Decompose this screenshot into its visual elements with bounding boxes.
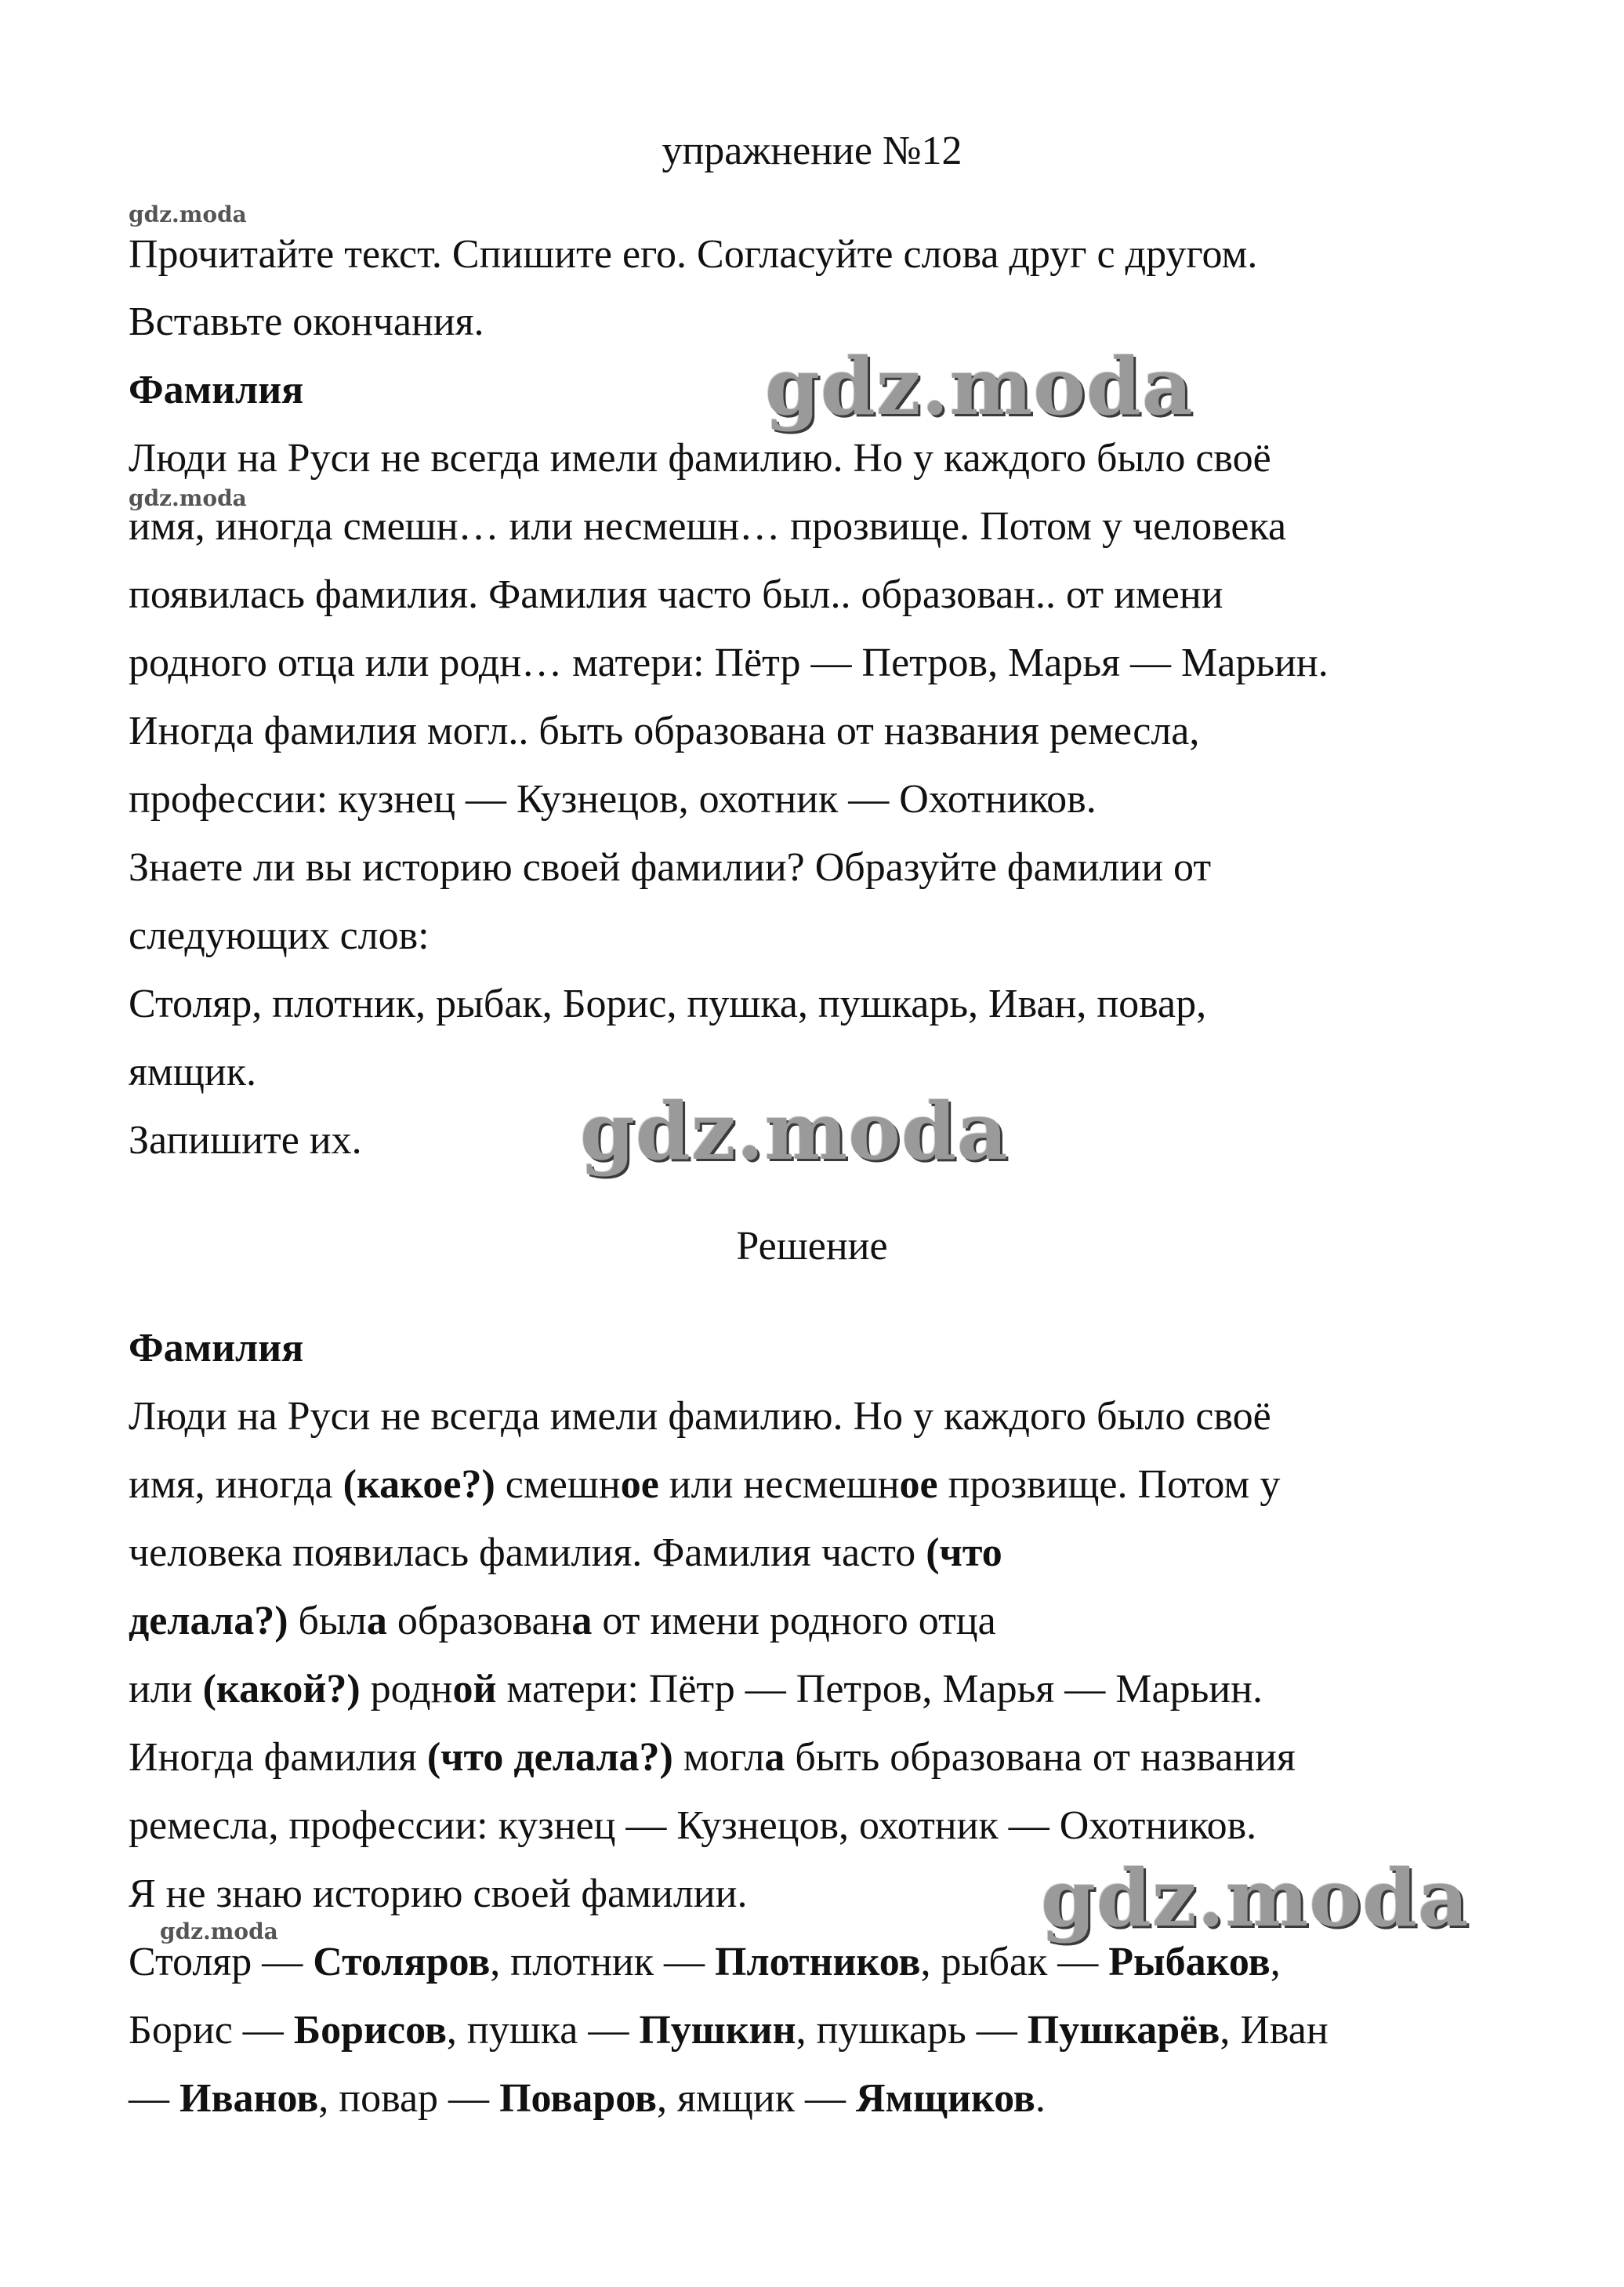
watermark-large: gdz.moda (580, 1085, 1009, 1178)
task-text-line-6: профессии: кузнец — Кузнецов, охотник — Охотников. (129, 777, 1097, 822)
solution-line-7: ремесла, профессии: кузнец — Кузнецов, охотник — Охотников. (129, 1803, 1257, 1848)
task-line-1: Прочитайте текст. Спишите его. Согласуйте слова друг с другом. (129, 232, 1258, 277)
solution-line-3: человека появилась фамилия. Фамилия часто (что (129, 1530, 1002, 1575)
task-heading: Фамилия (129, 368, 304, 412)
task-text-line-3: появилась фамилия. Фамилия часто был.. образован.. от имени (129, 572, 1223, 617)
watermark-small: gdz.moda (129, 201, 247, 227)
task-text-line-2: имя, иногда смешн… или несмешн… прозвище. Потом у человека (129, 504, 1287, 549)
task-text-line-11: Запишите их. (129, 1118, 362, 1163)
task-text-line-4: родного отца или родн… матери: Пётр — Петров, Марья — Марьин. (129, 641, 1329, 685)
task-text-line-9: Столяр, плотник, рыбак, Борис, пушка, пушкарь, Иван, повар, (129, 982, 1207, 1026)
solution-line-6: Иногда фамилия (что делала?) могла быть образована от названия (129, 1735, 1296, 1780)
solution-line-11: — Иванов, повар — Поваров, ямщик — Ямщиков. (129, 2076, 1046, 2121)
task-text-line-7: Знаете ли вы историю своей фамилии? Образуйте фамилии от (129, 845, 1212, 890)
watermark-small: gdz.moda (160, 1919, 278, 1944)
task-line-2: Вставьте окончания. (129, 299, 484, 344)
task-text-line-10: ямщик. (129, 1050, 256, 1094)
page-title: упражнение №12 (662, 129, 962, 173)
solution-label: Решение (736, 1224, 888, 1269)
task-text-line-1: Люди на Руси не всегда имели фамилию. Но у каждого было своё (129, 436, 1271, 481)
solution-line-8: Я не знаю историю своей фамилии. (129, 1871, 748, 1916)
watermark-large: gdz.moda (1041, 1852, 1470, 1944)
solution-line-9: Столяр — Столяров, плотник — Плотников, рыбак — Рыбаков, (129, 1940, 1281, 1984)
task-text-line-5: Иногда фамилия могл.. быть образована от названия ремесла, (129, 709, 1200, 753)
solution-line-4: делала?) была образована от имени родного отца (129, 1599, 996, 1643)
solution-line-10: Борис — Борисов, пушка — Пушкин, пушкарь — Пушкарёв, Иван (129, 2008, 1329, 2053)
solution-heading: Фамилия (129, 1326, 304, 1370)
watermark-large: gdz.moda (765, 340, 1194, 433)
solution-line-5: или (какой?) родной матери: Пётр — Петров, Марья — Марьин. (129, 1667, 1263, 1712)
task-text-line-8: следующих слов: (129, 913, 430, 958)
solution-line-2: имя, иногда (какое?) смешное или несмешное прозвище. Потом у (129, 1462, 1281, 1507)
watermark-small: gdz.moda (129, 485, 247, 511)
solution-line-1: Люди на Руси не всегда имели фамилию. Но у каждого было своё (129, 1394, 1271, 1439)
